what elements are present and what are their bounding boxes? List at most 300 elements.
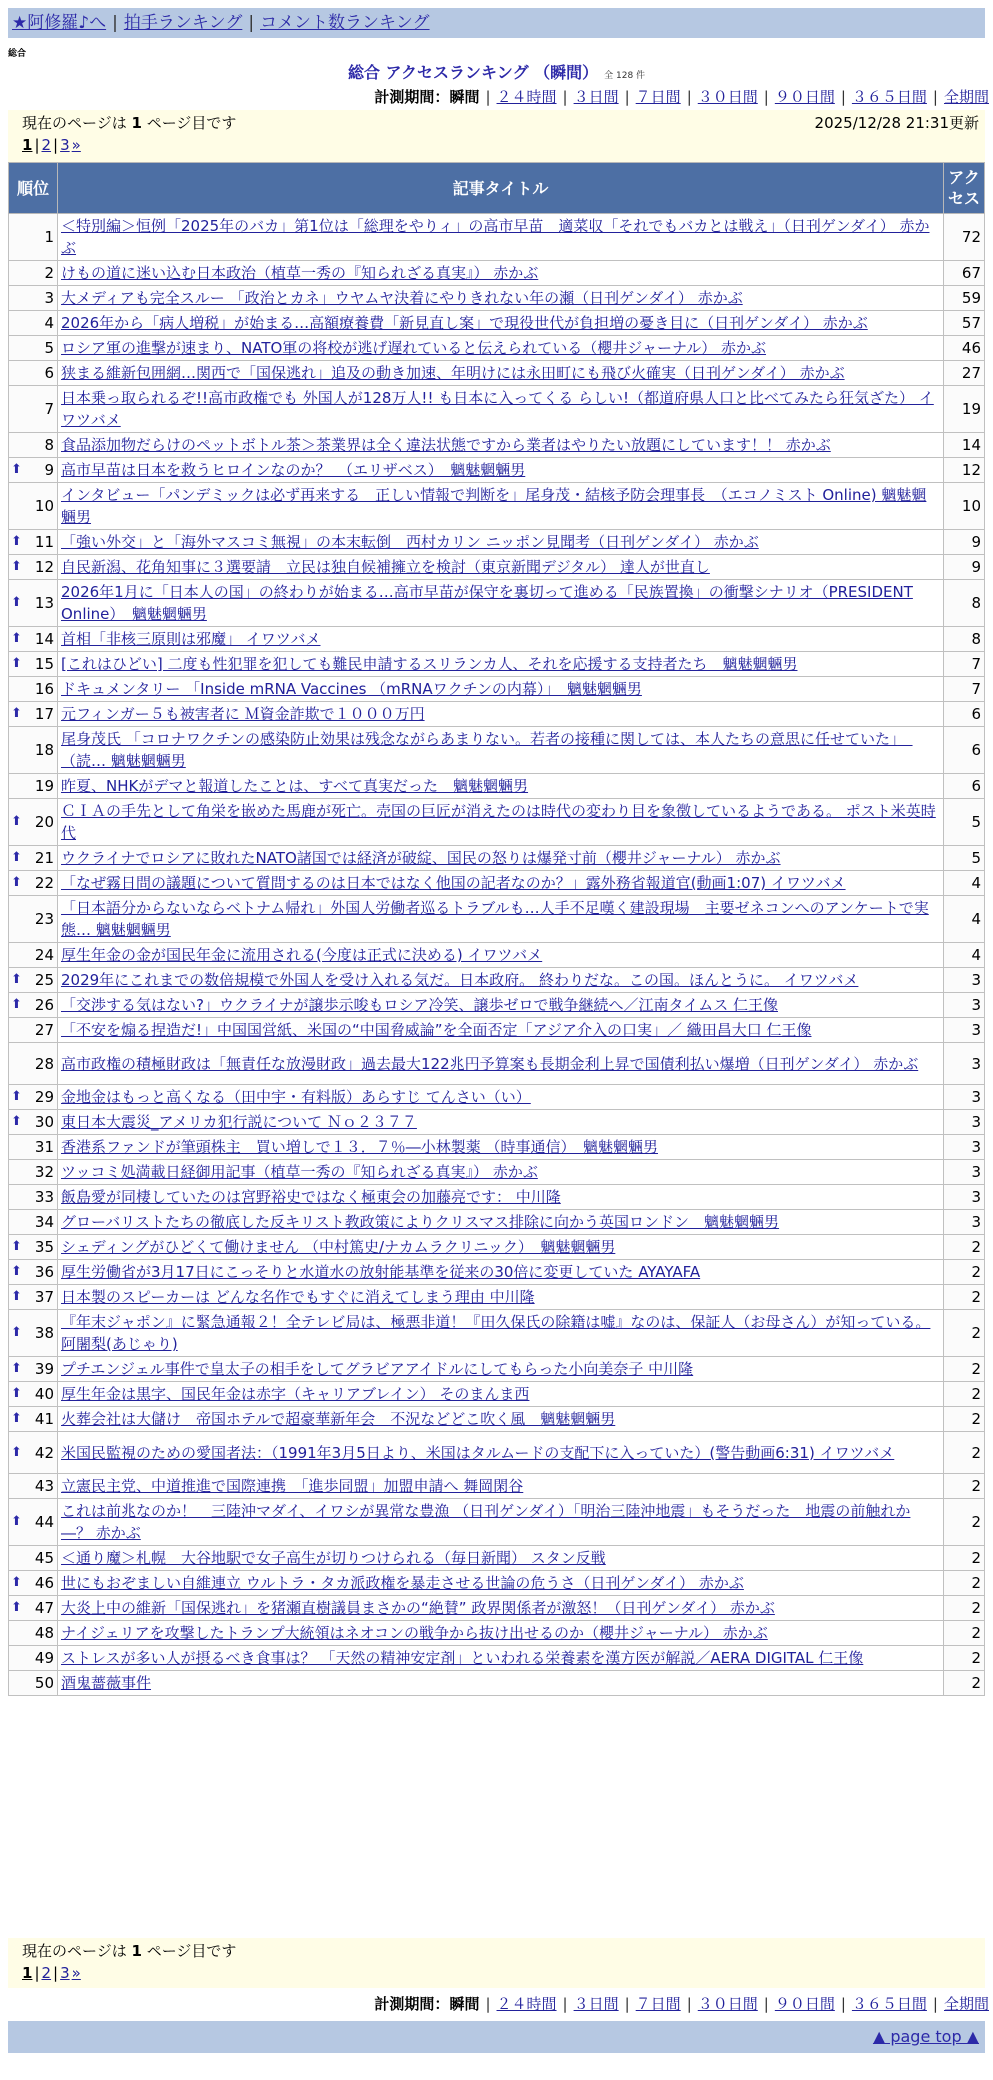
article-title-link[interactable]: ナイジェリアを攻撃したトランプ大統領はネオコンの戦争から抜け出せるのか（櫻井ジャーナル） 赤かぶ xyxy=(61,1624,768,1642)
article-title-link[interactable]: 世にもおぞましい自維連立 ウルトラ・タカ派政権を暴走させる世論の危うさ（日刊ゲンダイ） 赤かぶ xyxy=(61,1574,744,1592)
rank-cell xyxy=(9,1185,58,1210)
rank-cell xyxy=(9,943,58,968)
table-row xyxy=(9,774,985,799)
rank-number: 45 xyxy=(34,1549,54,1567)
title-cell xyxy=(58,530,944,555)
rank-number: 32 xyxy=(34,1163,54,1181)
rank-cell xyxy=(9,1235,58,1260)
access-count: 8 xyxy=(944,580,985,627)
period-separator: | xyxy=(763,1995,769,2013)
article-title-link[interactable]: 日本製のスピーカーは どんな名作でもすぐに消えてしまう理由 中川隆 xyxy=(61,1288,535,1306)
article-title-link[interactable]: 首相「非核三原則は邪魔」 イワツバメ xyxy=(61,630,321,648)
table-row xyxy=(9,1160,985,1185)
pager-separator: | xyxy=(34,1964,40,1982)
page-title xyxy=(0,60,993,83)
article-title-link[interactable]: 飯島愛が同棲していたのは宮野裕史ではなく極東会の加藤亮です： 中川隆 xyxy=(61,1188,561,1206)
article-title-link[interactable]: 自民新潟、花角知事に３選要請 立民は独自候補擁立を検討（東京新聞デジタル） 達人が世直し xyxy=(61,558,710,576)
table-row xyxy=(9,433,985,458)
article-title-link[interactable]: プチエンジェル事件で皇太子の相手をしてグラビアアイドルにしてもらった小向美奈子 中川隆 xyxy=(61,1360,694,1378)
access-count: 3 xyxy=(944,1160,985,1185)
rank-number: 31 xyxy=(34,1138,54,1156)
rank-up-arrow-icon: ⬆ xyxy=(11,462,22,477)
access-count: 2 xyxy=(944,1310,985,1357)
period-option-link[interactable]: ２４時間 xyxy=(496,88,557,106)
access-count: 2 xyxy=(944,1546,985,1571)
access-count: 2 xyxy=(944,1407,985,1432)
rank-cell xyxy=(9,1546,58,1571)
access-count: 10 xyxy=(944,483,985,530)
rank-number: 41 xyxy=(34,1410,54,1428)
pager-link[interactable]: » xyxy=(71,136,81,154)
access-count: 2 xyxy=(944,1260,985,1285)
table-row xyxy=(9,580,985,627)
article-title-link[interactable]: 香港系ファンドが筆頭株主 買い増しで１３．７％―小林製薬 （時事通信） 魑魅魍魎男 xyxy=(61,1138,658,1156)
pager-bottom xyxy=(22,1962,971,1984)
rank-up-arrow-icon: ⬆ xyxy=(11,972,22,987)
table-row xyxy=(9,896,985,943)
article-title-link[interactable]: グローバリストたちの徹底した反キリスト教政策によりクリスマス排除に向かう英国ロンドン 魑魅魍魎男 xyxy=(61,1213,780,1231)
rank-cell xyxy=(9,433,58,458)
rank-number: 38 xyxy=(34,1324,54,1342)
access-count: 3 xyxy=(944,1185,985,1210)
rank-number: 36 xyxy=(34,1263,54,1281)
period-option-current: 瞬間 xyxy=(449,88,480,106)
title-cell xyxy=(58,799,944,846)
rank-cell xyxy=(9,580,58,627)
period-separator: | xyxy=(686,1995,692,2013)
rank-cell xyxy=(9,1671,58,1696)
rank-cell xyxy=(9,1382,58,1407)
table-row xyxy=(9,1432,985,1474)
clap-ranking-link[interactable]: 拍手ランキング xyxy=(123,13,243,33)
article-title-link[interactable]: 2029年にこれまでの数倍規模で外国人を受け入れる気だ。日本政府。 終わりだな。この国。ほんとうに。 イワツバメ xyxy=(61,971,859,989)
rank-number: 14 xyxy=(34,630,54,648)
rank-up-arrow-icon: ⬆ xyxy=(11,1575,22,1590)
pager-link[interactable]: » xyxy=(71,1964,81,1982)
table-row xyxy=(9,530,985,555)
rank-cell xyxy=(9,1210,58,1235)
access-count: 6 xyxy=(944,727,985,774)
access-count: 3 xyxy=(944,1018,985,1043)
article-title-link[interactable]: 火葬会社は大儲け 帝国ホテルで超豪華新年会 不況などどこ吹く風 魑魅魍魎男 xyxy=(61,1410,616,1428)
table-row xyxy=(9,1135,985,1160)
access-count: 59 xyxy=(944,286,985,311)
article-title-link[interactable]: ＜通り魔＞札幌 大谷地駅で女子高生が切りつけられる（毎日新聞） スタン反戦 xyxy=(61,1549,606,1567)
article-title-link[interactable]: ストレスが多い人が摂るべき食事は？ 「天然の精神安定剤」といわれる栄養素を漢方医が解説／AERA DIGITAL 仁王像 xyxy=(61,1649,864,1667)
rank-up-arrow-icon: ⬆ xyxy=(11,1239,22,1254)
table-row xyxy=(9,261,985,286)
title-cell xyxy=(58,555,944,580)
table-row xyxy=(9,1474,985,1499)
article-title-link[interactable]: 昨夏、NHKがデマと報道したことは、すべて真実だった 魑魅魍魎男 xyxy=(61,777,529,795)
period-selector-top xyxy=(374,86,989,107)
table-row xyxy=(9,483,985,530)
access-count: 7 xyxy=(944,652,985,677)
rank-cell xyxy=(9,1043,58,1085)
access-count: 72 xyxy=(944,214,985,261)
table-row xyxy=(9,627,985,652)
article-title-link[interactable]: 「強い外交」と「海外マスコミ無視」の本末転倒 西村カリン ニッポン見聞考（日刊ゲンダイ） 赤かぶ xyxy=(61,533,759,551)
article-title-link[interactable]: 金地金はもっと高くなる（田中宇・有料版）あらすじ てんさい（い） xyxy=(61,1088,531,1106)
rank-cell xyxy=(9,1432,58,1474)
rank-number: 46 xyxy=(34,1574,54,1592)
table-row xyxy=(9,943,985,968)
access-count: 5 xyxy=(944,846,985,871)
rank-number: 2 xyxy=(44,264,54,282)
period-option-link[interactable]: ３０日間 xyxy=(697,88,758,106)
rank-number: 29 xyxy=(34,1088,54,1106)
period-option-link[interactable]: ３日間 xyxy=(573,1995,619,2013)
title-cell xyxy=(58,433,944,458)
pager-separator: | xyxy=(53,1964,59,1982)
article-title-link[interactable]: ロシア軍の進撃が速まり、NATO軍の将校が逃げ遅れていると伝えられている（櫻井ジャーナル） 赤かぶ xyxy=(61,339,767,357)
rank-up-arrow-icon: ⬆ xyxy=(11,1444,22,1460)
rank-number: 26 xyxy=(34,996,54,1014)
rank-up-arrow-icon: ⬆ xyxy=(11,1289,22,1304)
access-count: 4 xyxy=(944,943,985,968)
title-cell xyxy=(58,774,944,799)
table-row xyxy=(9,846,985,871)
article-title-link[interactable]: インタビュー「パンデミックは必ず再来する 正しい情報で判断を」尾身茂・結核予防会理事長 （エコノミスト Online) 魑魅魍魎男 xyxy=(61,486,927,526)
rank-up-arrow-icon: ⬆ xyxy=(11,595,22,610)
access-header: アクセス xyxy=(944,163,985,214)
article-title-link[interactable]: シェディングがひどくて働けません （中村篤史/ナカムラクリニック） 魑魅魍魎男 xyxy=(61,1238,616,1256)
page-status xyxy=(22,1940,971,1962)
rank-up-arrow-icon: ⬆ xyxy=(11,656,22,671)
article-title-link[interactable]: 『年末ジャポン』に緊急通報２！全テレビ局は、極悪非道！『田久保氏の除籍は嘘』なのは、保証人（お母さん）が知っている。 阿闍梨(あじゃり) xyxy=(61,1313,931,1353)
table-row xyxy=(9,1596,985,1621)
rank-cell xyxy=(9,286,58,311)
rank-cell xyxy=(9,627,58,652)
table-row xyxy=(9,1210,985,1235)
rank-cell xyxy=(9,1596,58,1621)
table-header-row xyxy=(9,163,985,214)
title-cell xyxy=(58,1432,944,1474)
article-title-link[interactable]: 2026年から「病人増税」が始まる…高額療養費「新見直し案」で現役世代が負担増の憂き目に（日刊ゲンダイ） 赤かぶ xyxy=(61,314,868,332)
rank-cell xyxy=(9,799,58,846)
period-option-link[interactable]: ２４時間 xyxy=(496,1995,557,2013)
page-status-prefix: 現在のページは xyxy=(22,1942,127,1960)
period-option-link[interactable]: 全期間 xyxy=(943,1995,989,2013)
article-title-link[interactable]: ＣＩＡの手先として角栄を嵌めた馬鹿が死亡。売国の巨匠が消えたのは時代の変わり目を象徴しているようである。 ポスト米英時代 xyxy=(61,802,936,842)
title-cell xyxy=(58,1185,944,1210)
article-title-link[interactable]: ウクライナでロシアに敗れたNATO諸国では経済が破綻、国民の怒りは爆発寸前（櫻井ジャーナル） 赤かぶ xyxy=(61,849,781,867)
rank-number: 11 xyxy=(34,533,54,551)
article-title-link[interactable]: ツッコミ処満載日経御用記事（植草一秀の『知られざる真実』） 赤かぶ xyxy=(61,1163,538,1181)
rank-cell xyxy=(9,1260,58,1285)
period-separator: | xyxy=(485,1995,491,2013)
article-title-link[interactable]: 日本乗っ取られるぞ!!高市政権でも 外国人が128万人!! も日本に入ってくる らしい!（都道府県人口と比べてみたら狂気ざた） イワツバメ xyxy=(61,389,934,429)
page-status-number: 1 xyxy=(131,114,142,132)
pager-current-page: 1 xyxy=(22,136,33,154)
table-row xyxy=(9,1621,985,1646)
rank-number: 9 xyxy=(44,461,54,479)
rank-cell xyxy=(9,530,58,555)
rank-cell xyxy=(9,361,58,386)
rank-cell xyxy=(9,1357,58,1382)
article-title-link[interactable]: ＜特別編＞恒例「2025年のバカ」第1位は「総理をやりィ」の高市早苗 適菜収「それでもバカとは戦え」（日刊ゲンダイ） 赤かぶ xyxy=(61,217,930,257)
pager-top xyxy=(22,134,971,156)
period-separator: | xyxy=(840,1995,846,2013)
period-option-link[interactable]: ７日間 xyxy=(635,1995,681,2013)
rank-cell xyxy=(9,727,58,774)
comment-ranking-link[interactable]: コメント数ランキング xyxy=(260,13,430,33)
page-status-number: 1 xyxy=(131,1942,142,1960)
pager-link[interactable]: 3 xyxy=(60,1964,70,1982)
rank-cell xyxy=(9,1310,58,1357)
access-count: 2 xyxy=(944,1646,985,1671)
title-cell xyxy=(58,1018,944,1043)
rank-cell xyxy=(9,1110,58,1135)
rank-up-arrow-icon: ⬆ xyxy=(11,1089,22,1104)
rank-cell xyxy=(9,774,58,799)
rank-cell xyxy=(9,1407,58,1432)
table-row xyxy=(9,386,985,433)
access-count: 3 xyxy=(944,1043,985,1085)
rank-number: 40 xyxy=(34,1385,54,1403)
rank-cell xyxy=(9,1085,58,1110)
rank-cell xyxy=(9,993,58,1018)
title-cell xyxy=(58,896,944,943)
rank-up-arrow-icon: ⬆ xyxy=(11,534,22,549)
rank-number: 8 xyxy=(44,436,54,454)
rank-cell xyxy=(9,1571,58,1596)
period-separator: | xyxy=(624,88,630,106)
section-label: 総合 xyxy=(8,49,27,59)
article-title-link[interactable]: 酒鬼薔薇事件 xyxy=(61,1674,152,1692)
title-cell xyxy=(58,458,944,483)
article-title-link[interactable]: 厚生労働省が3月17日にこっそりと水道水の放射能基準を従来の30倍に変更していた AYAYAFA xyxy=(61,1263,701,1281)
article-title-link[interactable]: 高市政権の積極財政は「無責任な放漫財政」過去最大122兆円予算案も長期金利上昇で国債利払い爆増（日刊ゲンダイ） 赤かぶ xyxy=(61,1054,919,1073)
ranking-table xyxy=(8,162,985,1696)
title-cell xyxy=(58,311,944,336)
title-cell xyxy=(58,1110,944,1135)
title-cell xyxy=(58,1285,944,1310)
rank-up-arrow-icon: ⬆ xyxy=(11,875,22,890)
rank-up-arrow-icon: ⬆ xyxy=(11,1325,22,1340)
table-row xyxy=(9,1018,985,1043)
table-row xyxy=(9,1382,985,1407)
rank-number: 37 xyxy=(34,1288,54,1306)
title-cell xyxy=(58,336,944,361)
table-row xyxy=(9,1357,985,1382)
rank-number: 20 xyxy=(34,813,54,831)
access-count: 2 xyxy=(944,1474,985,1499)
article-title-link[interactable]: 米国民監視のための愛国者法：（1991年3月5日より、米国はタルムードの支配下に入っていた）(警告動画6:31) イワツバメ xyxy=(61,1443,895,1462)
title-cell xyxy=(58,286,944,311)
rank-cell xyxy=(9,702,58,727)
table-row xyxy=(9,1310,985,1357)
title-cell xyxy=(58,871,944,896)
period-selector-bottom xyxy=(374,1993,989,2014)
rank-cell xyxy=(9,1135,58,1160)
pager-current-page: 1 xyxy=(22,1964,33,1982)
rank-number: 43 xyxy=(34,1477,54,1495)
period-option-link[interactable]: ７日間 xyxy=(635,88,681,106)
rank-number: 35 xyxy=(34,1238,54,1256)
table-row xyxy=(9,871,985,896)
article-title-link[interactable]: 大メディアも完全スルー 「政治とカネ」ウヤムヤ決着にやりきれない年の瀬（日刊ゲンダイ） 赤かぶ xyxy=(61,289,743,307)
period-option-link[interactable]: ３６５日間 xyxy=(851,88,927,106)
access-count: 27 xyxy=(944,361,985,386)
article-title-link[interactable]: これは前兆なのか！ 三陸沖マダイ、イワシが異常な豊漁 （日刊ゲンダイ）「明治三陸沖地震」もそうだった 地震の前触れか―？ 赤かぶ xyxy=(61,1502,911,1542)
table-row xyxy=(9,727,985,774)
article-title-link[interactable]: 東日本大震災_アメリカ犯行説について Ｎｏ２３７７ xyxy=(61,1113,417,1131)
rank-cell xyxy=(9,386,58,433)
table-row xyxy=(9,361,985,386)
rank-cell xyxy=(9,1646,58,1671)
rank-up-arrow-icon: ⬆ xyxy=(11,1386,22,1401)
title-cell xyxy=(58,1260,944,1285)
article-title-link[interactable]: 「なぜ霧日問の議題について質問するのは日本ではなく他国の記者なのか？」露外務省報道官(動画1:07) イワツバメ xyxy=(61,874,846,892)
article-title-link[interactable]: 高市早苗は日本を救うヒロインなのか？ （エリザベス） 魑魅魍魎男 xyxy=(61,461,526,479)
rank-number: 4 xyxy=(44,314,54,332)
period-option-link[interactable]: 全期間 xyxy=(943,88,989,106)
table-row xyxy=(9,702,985,727)
rank-number: 44 xyxy=(34,1513,54,1531)
rank-number: 18 xyxy=(34,741,54,759)
rank-up-arrow-icon: ⬆ xyxy=(11,814,22,829)
rank-number: 5 xyxy=(44,339,54,357)
title-cell xyxy=(58,1671,944,1696)
title-cell xyxy=(58,580,944,627)
access-count: 2 xyxy=(944,1432,985,1474)
rank-number: 6 xyxy=(44,364,54,382)
title-cell xyxy=(58,846,944,871)
title-cell xyxy=(58,968,944,993)
article-title-link[interactable]: 立憲民主党、中道推進で国際連携 「進歩同盟」加盟申請へ 舞岡閑谷 xyxy=(61,1477,524,1495)
access-count: 19 xyxy=(944,386,985,433)
title-cell xyxy=(58,1135,944,1160)
rank-cell xyxy=(9,896,58,943)
title-cell xyxy=(58,1357,944,1382)
article-title-link[interactable]: 尾身茂氏 「コロナワクチンの感染防止効果は残念ながらあまりない。若者の接種に関しては、本人たちの意思に任せていた」 （読… 魑魅魍魎男 xyxy=(61,730,913,770)
rank-up-arrow-icon: ⬆ xyxy=(11,559,22,574)
pager-link[interactable]: 2 xyxy=(41,136,52,154)
access-count: 6 xyxy=(944,702,985,727)
table-row xyxy=(9,1407,985,1432)
title-cell xyxy=(58,1382,944,1407)
period-option-link[interactable]: ３６５日間 xyxy=(851,1995,927,2013)
rank-number: 7 xyxy=(44,400,54,418)
period-separator: | xyxy=(763,88,769,106)
rank-up-arrow-icon: ⬆ xyxy=(11,1514,22,1529)
updated-time: 2025/12/28 21:31更新 xyxy=(814,114,979,132)
access-count: 67 xyxy=(944,261,985,286)
rank-number: 12 xyxy=(34,558,54,576)
article-title-link[interactable]: [これはひどい] 二度も性犯罪を犯しても難民申請するスリランカ人、それを応援する支持者たち 魑魅魍魎男 xyxy=(61,655,798,673)
rank-cell xyxy=(9,458,58,483)
title-cell xyxy=(58,1474,944,1499)
article-title-link[interactable]: 厚生年金は黒字、国民年金は赤字（キャリアブレイン） そのまんま西 xyxy=(61,1385,530,1403)
title-cell xyxy=(58,627,944,652)
title-cell xyxy=(58,483,944,530)
period-separator: | xyxy=(932,88,938,106)
title-cell xyxy=(58,1210,944,1235)
rank-up-arrow-icon: ⬆ xyxy=(11,1361,22,1376)
table-row xyxy=(9,1646,985,1671)
table-row xyxy=(9,1285,985,1310)
period-separator: | xyxy=(686,88,692,106)
article-title-link[interactable]: 食品添加物だらけのペットボトル茶＞茶業界は全く違法状態ですから業者はやりたい放題にしています！！ 赤かぶ xyxy=(61,436,831,454)
access-count: 46 xyxy=(944,336,985,361)
pager-link[interactable]: 3 xyxy=(60,136,70,154)
rank-number: 1 xyxy=(44,228,54,246)
access-count: 3 xyxy=(944,1085,985,1110)
period-option-current: 瞬間 xyxy=(449,1995,480,2013)
title-header: 記事タイトル xyxy=(58,163,944,214)
article-title-link[interactable]: 「交渉する気はない?」ウクライナが譲歩示唆もロシア冷笑、譲歩ゼロで戦争継続へ／江南タイムス 仁王像 xyxy=(61,996,778,1014)
title-cell xyxy=(58,1407,944,1432)
rank-number: 25 xyxy=(34,971,54,989)
article-title-link[interactable]: 大炎上中の維新「国保逃れ」を猪瀬直樹議員まさかの“絶賛” 政界関係者が激怒！（日刊ゲンダイ） 赤かぶ xyxy=(61,1599,775,1617)
access-count: 2 xyxy=(944,1571,985,1596)
article-title-link[interactable]: ドキュメンタリー 「Inside mRNA Vaccines （mRNAワクチンの内幕）」 魑魅魍魎男 xyxy=(61,680,642,698)
title-cell xyxy=(58,943,944,968)
rank-number: 39 xyxy=(34,1360,54,1378)
home-link[interactable]: ★阿修羅♪へ xyxy=(12,13,107,33)
rank-cell xyxy=(9,1621,58,1646)
rank-cell xyxy=(9,1499,58,1546)
rank-cell xyxy=(9,1160,58,1185)
rank-number: 17 xyxy=(34,705,54,723)
rank-number: 47 xyxy=(34,1599,54,1617)
title-cell xyxy=(58,993,944,1018)
period-option-link[interactable]: ３０日間 xyxy=(697,1995,758,2013)
rank-number: 49 xyxy=(34,1649,54,1667)
access-count: 3 xyxy=(944,993,985,1018)
article-title-link[interactable]: 厚生年金の金が国民年金に流用される(今度は正式に決める) イワツバメ xyxy=(61,946,543,964)
table-row xyxy=(9,968,985,993)
rank-up-arrow-icon: ⬆ xyxy=(11,706,22,721)
article-title-link[interactable]: けもの道に迷い込む日本政治（植草一秀の『知られざる真実』） 赤かぶ xyxy=(61,264,539,282)
table-row xyxy=(9,458,985,483)
article-title-link[interactable]: 狭まる維新包囲網…関西で「国保逃れ」追及の動き加速、年明けには永田町にも飛び火確実（日刊ゲンダイ） 赤かぶ xyxy=(61,364,845,382)
period-option-link[interactable]: ９０日間 xyxy=(774,1995,835,2013)
article-title-link[interactable]: 2026年1月に「日本人の国」の終わりが始まる…高市早苗が保守を裏切って進める「民族置換」の衝撃シナリオ（PRESIDENT Online） 魑魅魍魎男 xyxy=(61,583,913,623)
title-cell xyxy=(58,677,944,702)
access-count: 57 xyxy=(944,311,985,336)
period-option-link[interactable]: ９０日間 xyxy=(774,88,835,106)
table-row xyxy=(9,286,985,311)
rank-number: 48 xyxy=(34,1624,54,1642)
rank-number: 15 xyxy=(34,655,54,673)
title-cell xyxy=(58,1235,944,1260)
nav-separator: | xyxy=(248,13,255,33)
article-title-link[interactable]: 「日本語分からないならベトナム帰れ」外国人労働者巡るトラブルも…人手不足嘆く建設現場 主要ゼネコンへのアンケートで実態… 魑魅魍魎男 xyxy=(61,899,929,939)
rank-number: 24 xyxy=(34,946,54,964)
article-title-link[interactable]: 「不安を煽る捏造だ!」中国国営紙、米国の“中国脅威論”を全面否定「アジア介入の口実」／ 織田昌大口 仁王像 xyxy=(61,1021,812,1039)
pager-link[interactable]: 2 xyxy=(41,1964,52,1982)
rank-number: 10 xyxy=(34,497,54,515)
period-option-link[interactable]: ３日間 xyxy=(573,88,619,106)
access-count: 14 xyxy=(944,433,985,458)
page-top-link[interactable]: ▲ page top ▲ xyxy=(872,2027,979,2046)
rank-up-arrow-icon: ⬆ xyxy=(11,1411,22,1426)
period-separator: | xyxy=(840,88,846,106)
table-row xyxy=(9,799,985,846)
title-cell xyxy=(58,1646,944,1671)
table-row xyxy=(9,1499,985,1546)
access-count: 12 xyxy=(944,458,985,483)
article-title-link[interactable]: 元フィンガー５も被害者に Ｍ資金詐欺で１０００万円 xyxy=(61,705,425,723)
title-cell xyxy=(58,261,944,286)
rank-number: 13 xyxy=(34,594,54,612)
rank-number: 33 xyxy=(34,1188,54,1206)
rank-up-arrow-icon: ⬆ xyxy=(11,1264,22,1279)
period-separator: | xyxy=(932,1995,938,2013)
table-row xyxy=(9,311,985,336)
